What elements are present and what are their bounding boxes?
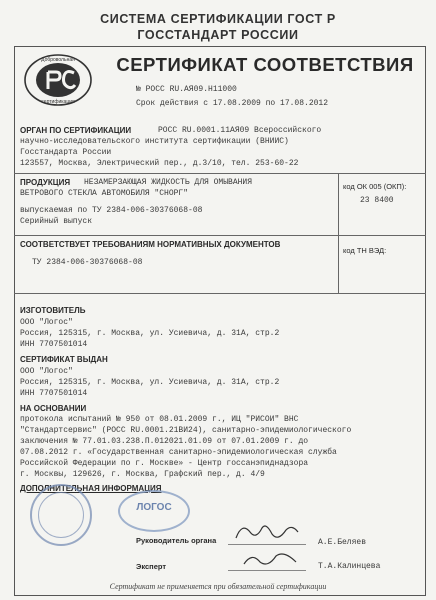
requirements-label: СООТВЕТСТВУЕТ ТРЕБОВАНИЯМ НОРМАТИВНЫХ ДОКУМЕНТОВ <box>20 240 281 249</box>
basis-label: НА ОСНОВАНИИ <box>20 404 87 413</box>
certificate-number: № РОСС RU.АЯ09.Н11000 <box>136 85 237 94</box>
validity-period: Срок действия с 17.08.2009 по 17.08.2012 <box>136 99 329 108</box>
product-line-3: выпускаемая по ТУ 2384-006-30376068-08 <box>20 206 203 215</box>
issued-to-line-1: ООО "Логос" <box>20 367 73 376</box>
basis-line-6: г. Москвы, 129626, г. Москва, Графский пер., д. 4/9 <box>20 470 265 479</box>
basis-line-5: Российской Федерации по г. Москве» - Центр госсанэпиднадзора <box>20 459 309 468</box>
expert-label: Эксперт <box>136 562 167 571</box>
organ-line-3: Госстандарта России <box>20 148 112 157</box>
divider <box>14 173 426 174</box>
organ-label: ОРГАН ПО СЕРТИФИКАЦИИ <box>20 126 132 135</box>
okp-label: код ОК 005 (ОКП): <box>343 182 407 191</box>
divider <box>14 293 426 294</box>
additional-info-label: ДОПОЛНИТЕЛЬНАЯ ИНФОРМАЦИЯ <box>20 484 162 493</box>
okp-code: 23 8400 <box>360 196 394 205</box>
product-line-1: НЕЗАМЕРЗАЮЩАЯ ЖИДКОСТЬ ДЛЯ ОМЫВАНИЯ <box>84 178 253 187</box>
organ-line-4: 123557, Москва, Электрический пер., д.3/10, тел. 253-60-22 <box>20 159 299 168</box>
tnved-label: код ТН ВЭД: <box>343 246 387 255</box>
divider <box>14 235 426 236</box>
svg-text:Добровольная: Добровольная <box>41 57 75 63</box>
basis-line-1: протокола испытаний № 950 от 08.01.2009 г., ИЦ "РИСОИ" ВНС <box>20 415 299 424</box>
organ-line-2: научно-исследовательского института сертификации (ВНИИС) <box>20 137 289 146</box>
svg-text:сертификация: сертификация <box>41 99 75 105</box>
signature-line <box>228 570 306 571</box>
basis-line-2: "Стандартсервис" (РОСС RU.0001.21ВИ24), санитарно-эпидемиологического <box>20 426 352 435</box>
organ-line-1: РОСС RU.0001.11АЯ09 Всероссийского <box>158 126 322 135</box>
expert-signature <box>240 548 300 570</box>
requirements-line-1: ТУ 2384-006-30376068-08 <box>32 258 143 267</box>
head-label: Руководитель органа <box>136 536 217 545</box>
basis-line-3: заключения № 77.01.03.238.П.012021.01.09 от 07.01.2009 г. до <box>20 437 309 446</box>
manufacturer-line-1: ООО "Логос" <box>20 318 73 327</box>
round-seal-inner <box>38 492 84 538</box>
manufacturer-line-2: Россия, 125315, г. Москва, ул. Усиевича, д. 31А, стр.2 <box>20 329 280 338</box>
manufacturer-label: ИЗГОТОВИТЕЛЬ <box>20 306 86 315</box>
document-title: СЕРТИФИКАТ СООТВЕТСТВИЯ <box>116 54 414 75</box>
agency-title: ГОССТАНДАРТ РОССИИ <box>137 28 299 42</box>
expert-name: Т.А.Калинцева <box>318 562 381 571</box>
certification-mark-icon <box>22 52 94 108</box>
issued-to-label: СЕРТИФИКАТ ВЫДАН <box>20 355 108 364</box>
footer-note: Сертификат не применяется при обязательной сертификации <box>109 582 327 591</box>
issued-to-line-2: Россия, 125315, г. Москва, ул. Усиевича, д. 31А, стр.2 <box>20 378 280 387</box>
logos-stamp-text: ЛОГОС <box>136 502 172 513</box>
head-signature <box>232 520 302 544</box>
system-title: СИСТЕМА СЕРТИФИКАЦИИ ГОСТ Р <box>100 12 336 26</box>
product-label: ПРОДУКЦИЯ <box>20 178 71 187</box>
product-line-4: Серийный выпуск <box>20 217 93 226</box>
head-name: А.Е.Беляев <box>318 538 367 547</box>
divider <box>338 235 339 293</box>
manufacturer-line-3: ИНН 7707501014 <box>20 340 88 349</box>
issued-to-line-3: ИНН 7707501014 <box>20 389 88 398</box>
product-line-2: ВЕТРОВОГО СТЕКЛА АВТОМОБИЛЯ "СНОРГ" <box>20 189 189 198</box>
basis-line-4: 07.08.2012 г. «Государственная санитарно-эпидемиологическая служба <box>20 448 337 457</box>
signature-line <box>228 544 306 545</box>
divider <box>338 173 339 235</box>
